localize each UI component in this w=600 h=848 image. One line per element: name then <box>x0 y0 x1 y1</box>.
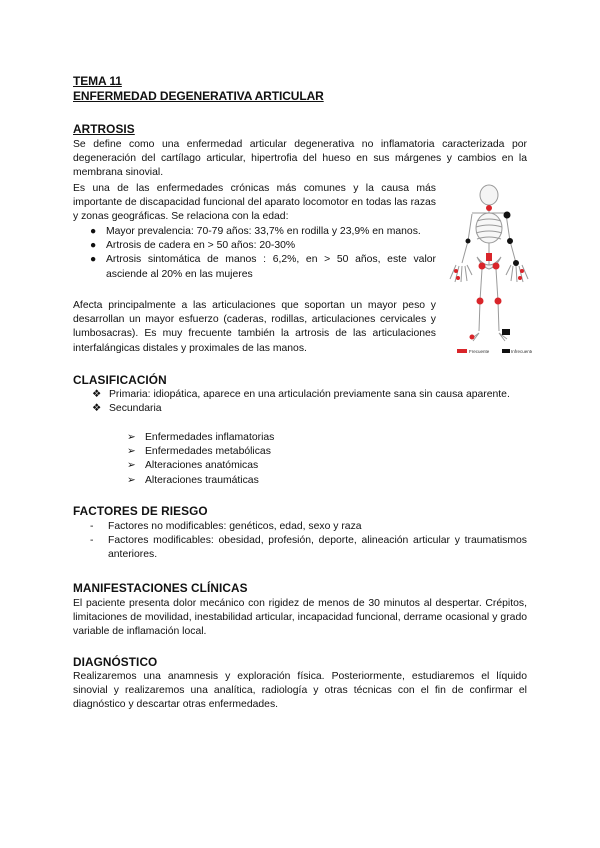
list-item: ❖ Secundaria <box>92 402 527 416</box>
list-item: ● Artrosis sintomática de manos : 6,2%, en > 50 años, este valor asciende al 20% en las mujeres <box>90 254 436 280</box>
list-item: - Factores no modificables: genéticos, edad, sexo y raza <box>90 520 527 534</box>
list-item: ● Mayor prevalencia: 70-79 años: 33,7% en rodilla y 23,9% en manos. <box>90 225 436 239</box>
arrow-bullet-icon: ➢ <box>127 446 136 458</box>
list-item: ➢ Enfermedades metabólicas <box>127 445 427 459</box>
list-item: ➢ Enfermedades inflamatorias <box>127 431 427 445</box>
secundaria-sublist <box>127 431 427 488</box>
artrosis-heading: ARTROSIS <box>73 122 135 136</box>
list-item: ● Artrosis de cadera en > 50 años: 20-30% <box>90 239 436 253</box>
clasificacion-list <box>92 388 527 416</box>
diamond-bullet-icon: ❖ <box>92 389 102 400</box>
list-item: ➢ Alteraciones traumáticas <box>127 474 427 488</box>
factores-heading: FACTORES DE RIESGO <box>73 504 208 518</box>
factores-list <box>90 520 527 563</box>
list-item: - Factores modificables: obesidad, profesión, deporte, alineación articular y traumatismos anteriores. <box>90 535 527 561</box>
manifestaciones-heading: MANIFESTACIONES CLÍNICAS <box>73 581 248 595</box>
prevalence-list <box>90 225 436 282</box>
clasificacion-heading: CLASIFICACIÓN <box>73 373 167 387</box>
list-item: ❖ Primaria: idiopática, aparece en una articulación previamente sana sin causa aparente. <box>92 388 527 402</box>
arrow-bullet-icon: ➢ <box>127 460 136 472</box>
topic-number: TEMA 11 <box>73 74 122 88</box>
manifestaciones-text: El paciente presenta dolor mecánico con rigidez de menos de 30 minutos al despertar. Crépitos, limitaciones de movilidad, inestabilidad articular, incapacidad funcional, derrame ocasional y grado variable de inflamación local. <box>73 598 527 638</box>
dash-bullet-icon: - <box>90 535 94 547</box>
topic-title: ENFERMEDAD DEGENERATIVA ARTICULAR <box>73 89 324 103</box>
bullet-icon: ● <box>90 226 97 237</box>
list-item: ➢ Alteraciones anatómicas <box>127 459 427 473</box>
skeleton-figure <box>446 183 532 358</box>
diamond-bullet-icon: ❖ <box>92 403 102 415</box>
diagnostico-text: Realizaremos una anamnesis y exploración física. Posteriormente, estudiaremos el líquido sinovial y realizaremos una analítica, radiología y otras técnicas con el fin de confirmar el diagnóstico y descartar otras enfermedades. <box>73 671 527 711</box>
legend-infrequent-label: Infrecuente <box>511 349 532 354</box>
diagnostico-heading: DIAGNÓSTICO <box>73 655 158 669</box>
dash-bullet-icon: - <box>90 521 94 532</box>
legend-infrequent-swatch <box>502 349 510 353</box>
bullet-icon: ● <box>90 240 97 252</box>
artrosis-prevalence-intro: Es una de las enfermedades crónicas más comunes y la causa más importante de discapacidad funcional del aparato locomotor en todas las razas y zonas geográficas. Se relaciona con la edad: <box>73 183 436 223</box>
bullet-icon: ● <box>90 254 97 266</box>
arrow-bullet-icon: ➢ <box>127 474 136 486</box>
legend-frequent-swatch <box>457 349 467 353</box>
legend-frequent-label: Frecuente <box>469 349 490 354</box>
artrosis-affected-joints-a: Afecta principalmente a las articulaciones que soportan un mayor peso y desarrollan un mayor esfuerzo (caderas, rodillas, articulaciones cervicales y lumbosacras). Es muy frecuente también la artrosis de las articulaciones interfalángicas distales y proximales de las manos. <box>73 300 436 354</box>
skeleton-diagram <box>446 183 532 358</box>
arrow-bullet-icon: ➢ <box>127 432 136 443</box>
artrosis-definition: Se define como una enfermedad articular degenerativa no inflamatoria caracterizada por degeneración del cartílago articular, hipertrofia del hueso en sus márgenes y cambios en la membrana sinovial. <box>73 139 527 179</box>
